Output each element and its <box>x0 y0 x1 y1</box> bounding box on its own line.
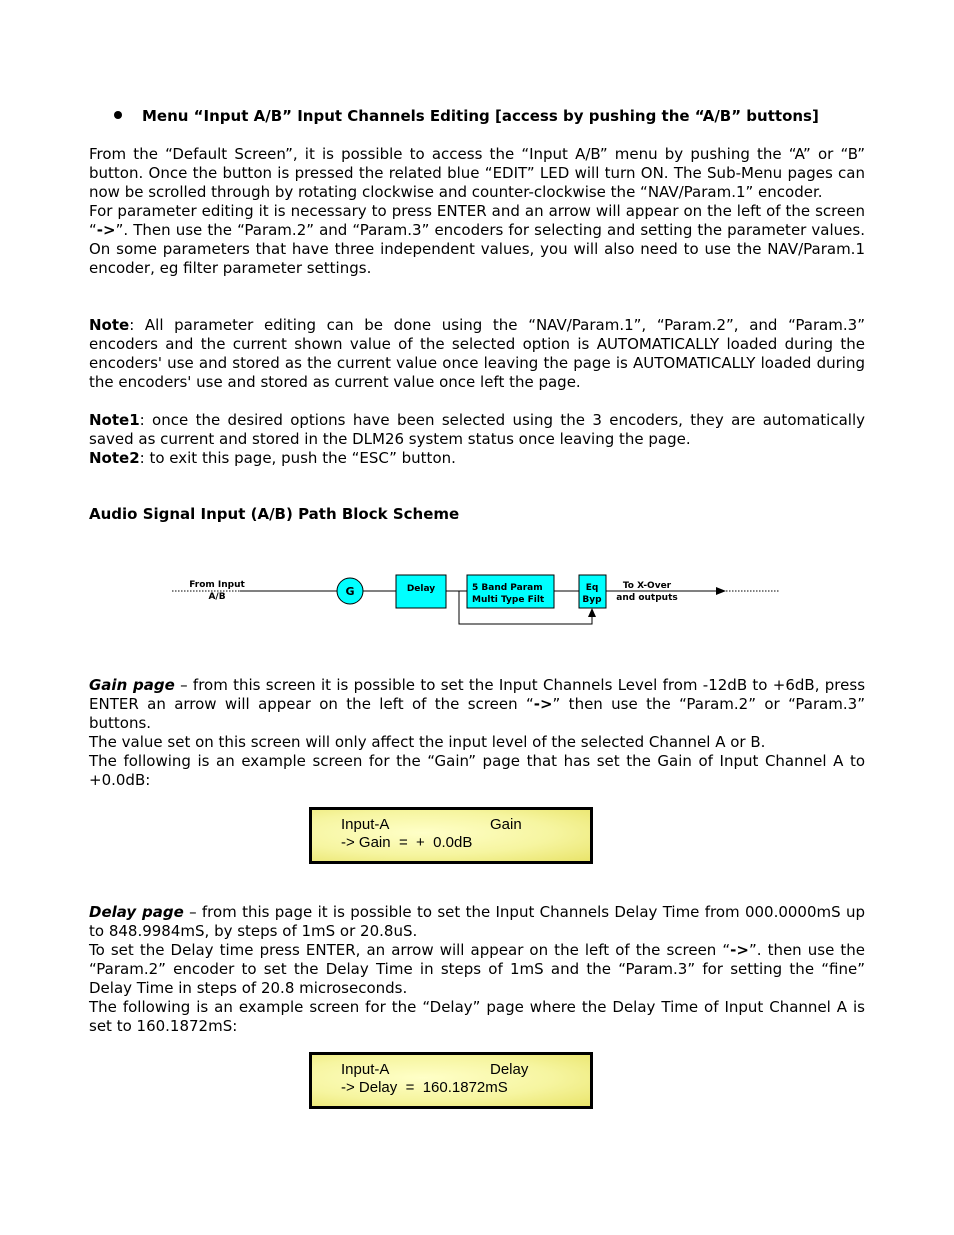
delay-paragraph-2: To set the Delay time press ENTER, an arrow will appear on the left of the screen “->”. then use the “Param.2” encoder to set the Delay Time in steps of 1mS and the “Param.3” for setting the “fine” Delay Time in steps of 20.8 microseconds. <box>89 941 865 997</box>
gain-paragraph-2: The value set on this screen will only affect the input level of the selected Channel A or B. <box>89 733 766 751</box>
lcd-gain-line2: -> Gain = + 0.0dB <box>341 834 473 851</box>
lcd-gain-line1-right: Gain <box>490 816 522 833</box>
delay-section <box>89 903 865 1036</box>
eq-block-label-line1: 5 Band Param <box>472 583 543 593</box>
to-label-line2: and outputs <box>616 593 678 603</box>
intro-paragraph-1: From the “Default Screen”, it is possible to access the “Input A/B” menu by pushing the “A” or “B” button. Once the button is pressed the related blue “EDIT” LED will turn ON. The Sub-Menu pages can now be scrolled through by rotating clockwise and counter-clockwise the “NAV/Param.1” encoder. <box>89 145 865 201</box>
lcd-delay-screen <box>309 1052 593 1109</box>
note1-label: Note1 <box>89 411 140 429</box>
gain-section <box>89 676 865 790</box>
lcd-gain-screen <box>309 807 593 864</box>
lcd-delay-line1-left: Input-A <box>341 1061 390 1078</box>
from-label-line1: From Input <box>189 580 245 590</box>
bypass-arrow-icon <box>588 608 596 617</box>
delay-paragraph-1: Delay page – from this page it is possible to set the Input Channels Delay Time from 000.0000mS up to 848.9984mS, by steps of 1mS or 20.8uS. <box>89 903 865 940</box>
lcd-delay-line1-right: Delay <box>490 1061 529 1078</box>
to-label-line1: To X-Over <box>622 581 672 591</box>
gain-page-title: Gain page <box>89 676 175 694</box>
note2-label: Note2 <box>89 449 140 467</box>
gain-paragraph-1: Gain page – from this screen it is possible to set the Input Channels Level from -12dB to +6dB, press ENTER an arrow will appear on the left of the screen “->” then use the “Param.2” or “Param.3” buttons. <box>89 676 866 732</box>
from-label-line2: A/B <box>208 592 226 602</box>
bullet-icon <box>114 111 122 119</box>
intro-block <box>89 145 865 278</box>
delay-paragraph-3: The following is an example screen for the “Delay” page where the Delay Time of Input Channel A is set to 160.1872mS: <box>89 998 865 1035</box>
byp-block-label-line2: Byp <box>582 595 602 605</box>
notes-block <box>89 411 865 468</box>
gain-block-label: G <box>345 585 355 598</box>
block-diagram <box>0 560 954 635</box>
note1-paragraph: Note1: once the desired options have been selected using the 3 encoders, they are automatically saved as current and stored in the DLM26 system status once leaving the page. <box>89 411 865 448</box>
note-paragraph: Note: All parameter editing can be done using the “NAV/Param.1”, “Param.2”, and “Param.3” encoders and the current shown value of the selected option is AUTOMATICALLY loaded during the encoders' use and stored as the current value once leaving the page is AUTOMATICALLY loaded during the encoders' use and stored as current value once left the page. <box>89 316 865 391</box>
scheme-title: Audio Signal Input (A/B) Path Block Scheme <box>89 505 460 523</box>
note-block <box>89 316 865 392</box>
output-arrow-icon <box>716 587 726 595</box>
note-label: Note <box>89 316 130 334</box>
section-heading-text: Menu “Input A/B” Input Channels Editing [access by pushing the “A/B” buttons] <box>142 107 819 125</box>
byp-block-label-line1: Eq <box>585 583 599 593</box>
eq-block-label-line2: Multi Type Filt <box>472 595 545 605</box>
intro-paragraph-2: For parameter editing it is necessary to press ENTER and an arrow will appear on the left of the screen “->”. Then use the “Param.2” and “Param.3” encoders for selecting and setting the parameter values. On some parameters that have three independent values, you will also need to use the NAV/Param.1 encoder, eg filter parameter settings. <box>89 202 865 277</box>
lcd-gain-line1-left: Input-A <box>341 816 390 833</box>
note2-paragraph: Note2: to exit this page, push the “ESC” button. <box>89 449 456 467</box>
delay-page-title: Delay page <box>89 903 184 921</box>
gain-paragraph-3: The following is an example screen for the “Gain” page that has set the Gain of Input Channel A to +0.0dB: <box>89 752 865 789</box>
lcd-delay-line2: -> Delay = 160.1872mS <box>341 1079 508 1096</box>
section-heading <box>114 107 819 126</box>
delay-block-label: Delay <box>406 584 436 594</box>
